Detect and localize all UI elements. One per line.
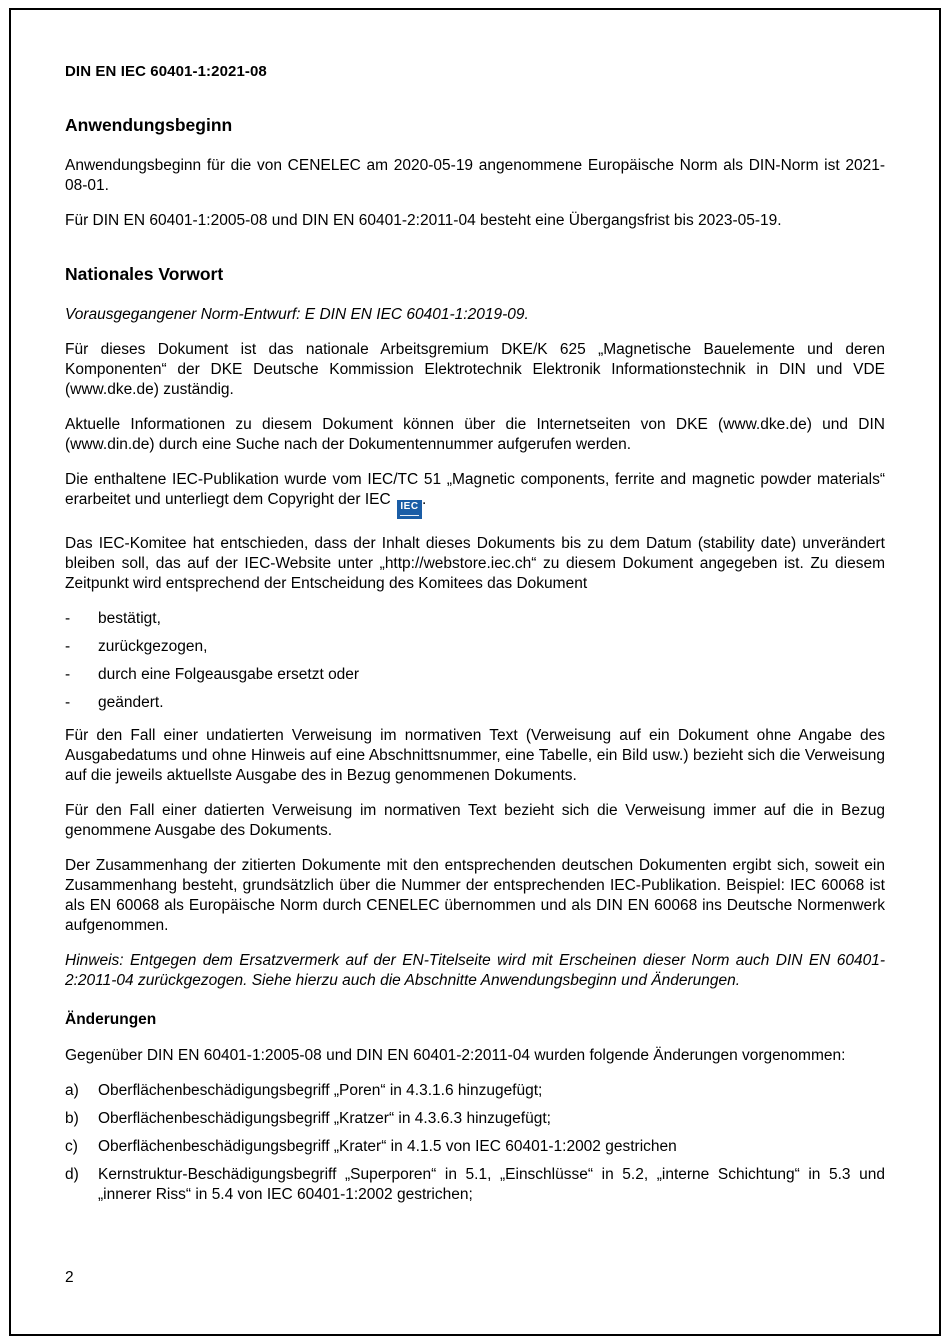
sub-heading-aenderungen: Änderungen — [65, 1011, 157, 1028]
paragraph-hinweis: Hinweis: Entgegen dem Ersatzvermerk auf der EN-Titelseite wird mit Erscheinen dieser Norm auch DIN EN 60401-2:2011-04 zurückgezogen. Siehe hierzu auch die Abschnitte Anwendungsbeginn und Änderungen. — [65, 952, 885, 989]
list-item — [65, 1165, 885, 1205]
list-item — [65, 665, 885, 685]
list-item-text: zurückgezogen, — [98, 638, 208, 655]
list-item-text: Kernstruktur-Beschädigungsbegriff „Superporen“ in 5.1, „Einschlüsse“ in 5.2, „interne Schichtung“ in 5.3 und „innerer Riss“ in 5.4 von IEC 60401-1:2002 gestrichen; — [98, 1166, 885, 1203]
list-dash-marker: - — [65, 638, 71, 655]
document-number-header: DIN EN IEC 60401-1:2021-08 — [65, 63, 267, 80]
list-item — [65, 1081, 885, 1101]
paragraph-text: Die enthaltene IEC-Publikation wurde vom IEC/TC 51 „Magnetic components, ferrite and magnetic powder materials“ erarbeitet und unterliegt dem Copyright der IEC — [65, 471, 885, 508]
paragraph-undatierte-verweisung: Für den Fall einer undatierten Verweisung im normativen Text (Verweisung auf ein Dokument ohne Angabe des Ausgabedatums und ohne Hinweis auf eine Abschnittsnummer, eine Tabelle, ein Bild usw.) bezieht sich die Verweisung auf die jeweils aktuellste Ausgabe des in Bezug genommenen Dokuments. — [65, 727, 885, 784]
iec-logo-label: IEC — [400, 501, 419, 512]
list-item-text: durch eine Folgeausgabe ersetzt oder — [98, 666, 360, 683]
stability-options-list — [65, 609, 885, 713]
paragraph-anwendungsbeginn-1: Anwendungsbeginn für die von CENELEC am 2020-05-19 angenommene Europäische Norm als DIN-Norm ist 2021-08-01. — [65, 157, 885, 194]
list-letter-marker: a) — [65, 1082, 79, 1099]
list-item — [65, 1137, 885, 1157]
iec-logo — [397, 500, 422, 519]
paragraph-datierte-verweisung: Für den Fall einer datierten Verweisung im normativen Text bezieht sich die Verweisung immer auf die in Bezug genommene Ausgabe des Dokuments. — [65, 802, 885, 839]
paragraph-aktuelle-informationen: Aktuelle Informationen zu diesem Dokument können über die Internetseiten von DKE (www.dke.de) und DIN (www.din.de) durch eine Suche nach der Dokumentennummer aufgerufen werden. — [65, 416, 885, 453]
list-item-text: Oberflächenbeschädigungsbegriff „Krater“ in 4.1.5 von IEC 60401-1:2002 gestrichen — [98, 1138, 677, 1155]
list-item — [65, 693, 885, 713]
section-title-anwendungsbeginn: Anwendungsbeginn — [65, 115, 233, 135]
section-title-nationales-vorwort: Nationales Vorwort — [65, 264, 224, 284]
aenderungen-list — [65, 1081, 885, 1205]
list-letter-marker: b) — [65, 1110, 79, 1127]
list-letter-marker: c) — [65, 1138, 78, 1155]
paragraph-dke-zustaendigkeit: Für dieses Dokument ist das nationale Arbeitsgremium DKE/K 625 „Magnetische Bauelemente und deren Komponenten“ der DKE Deutsche Kommission Elektrotechnik Elektronik Informationstechnik in DIN und VDE (www.dke.de) zuständig. — [65, 341, 885, 398]
list-item-text: geändert. — [98, 694, 164, 711]
paragraph-text: . — [422, 491, 427, 508]
list-dash-marker: - — [65, 610, 71, 627]
paragraph-aenderungen-intro: Gegenüber DIN EN 60401-1:2005-08 und DIN EN 60401-2:2011-04 wurden folgende Änderungen vorgenommen: — [65, 1047, 846, 1064]
page-number: 2 — [65, 1269, 74, 1286]
paragraph-iec-publikation — [65, 470, 885, 519]
list-letter-marker: d) — [65, 1166, 79, 1183]
paragraph-norm-entwurf: Vorausgegangener Norm-Entwurf: E DIN EN IEC 60401-1:2019-09. — [65, 306, 529, 323]
list-item — [65, 1109, 885, 1129]
page-content — [11, 10, 939, 1334]
list-item — [65, 637, 885, 657]
paragraph-zusammenhang: Der Zusammenhang der zitierten Dokumente mit den entsprechenden deutschen Dokumenten ergibt sich, soweit ein Zusammenhang besteht, grundsätzlich über die Nummer der entsprechenden IEC-Publikation. Beispiel: IEC 60068 ist als EN 60068 als Europäische Norm durch CENELEC übernommen und als DIN EN 60068 ins Deutsche Normenwerk aufgenommen. — [65, 857, 885, 934]
list-dash-marker: - — [65, 666, 71, 683]
list-dash-marker: - — [65, 694, 71, 711]
paragraph-anwendungsbeginn-2: Für DIN EN 60401-1:2005-08 und DIN EN 60401-2:2011-04 besteht eine Übergangsfrist bis 2023-05-19. — [65, 212, 782, 229]
list-item-text: Oberflächenbeschädigungsbegriff „Kratzer“ in 4.3.6.3 hinzugefügt; — [98, 1110, 551, 1127]
paragraph-stability-date: Das IEC-Komitee hat entschieden, dass der Inhalt dieses Dokuments bis zu dem Datum (stability date) unverändert bleiben soll, das auf der IEC-Website unter „http://webstore.iec.ch“ zu diesem Dokument angegeben ist. Zu diesem Zeitpunkt wird entsprechend der Entscheidung des Komitees das Dokument — [65, 535, 885, 592]
list-item-text: Oberflächenbeschädigungsbegriff „Poren“ in 4.3.1.6 hinzugefügt; — [98, 1082, 543, 1099]
list-item-text: bestätigt, — [98, 610, 161, 627]
list-item — [65, 609, 885, 629]
